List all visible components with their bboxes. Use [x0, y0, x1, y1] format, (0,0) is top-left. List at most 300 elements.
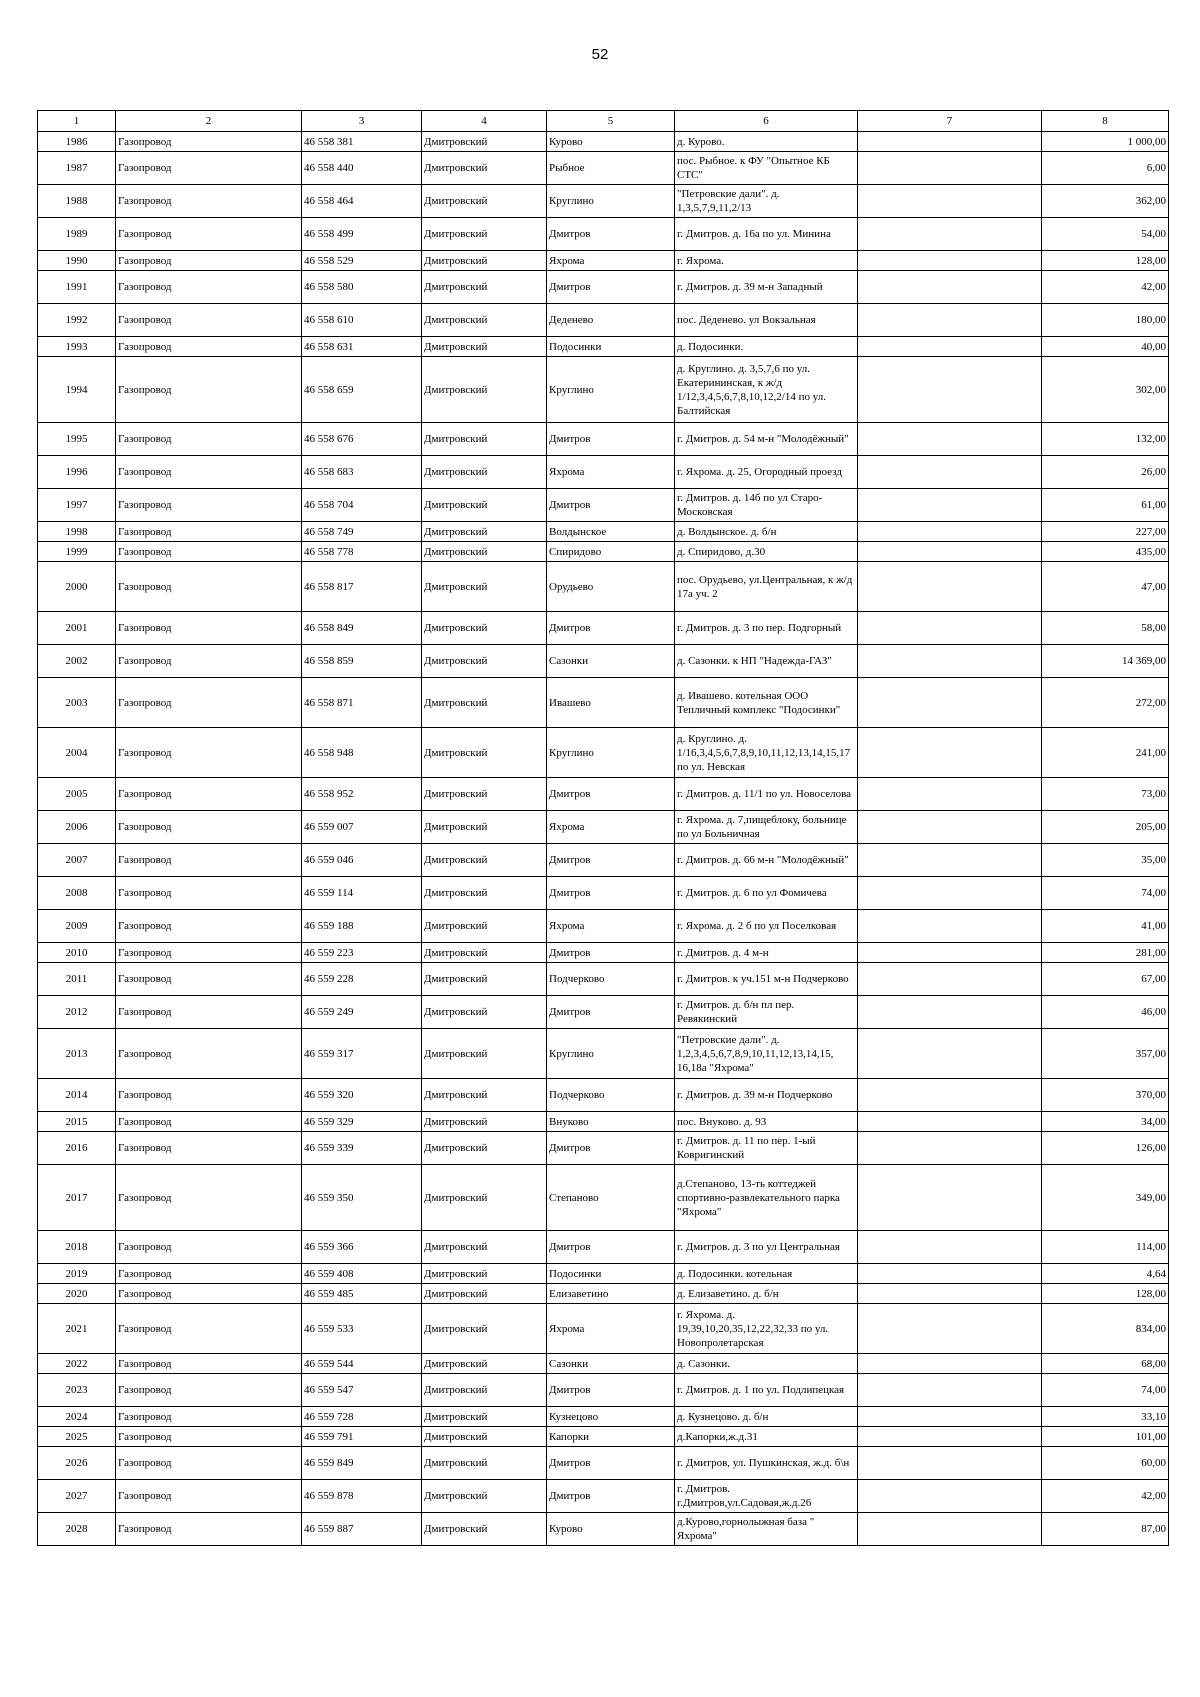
- note: [858, 910, 1042, 943]
- object-type: Газопровод: [116, 963, 302, 996]
- table-row: [38, 132, 1169, 152]
- note: [858, 943, 1042, 963]
- column-header-5: 5: [547, 111, 675, 132]
- note: [858, 357, 1042, 423]
- object-type: Газопровод: [116, 645, 302, 678]
- table-row: [38, 271, 1169, 304]
- district: Дмитровский: [422, 1231, 547, 1264]
- settlement: Внуково: [547, 1112, 675, 1132]
- settlement: Кузнецово: [547, 1407, 675, 1427]
- row-number: 2005: [38, 778, 116, 811]
- settlement: Дмитров: [547, 1480, 675, 1513]
- settlement: Дмитров: [547, 1231, 675, 1264]
- object-type: Газопровод: [116, 456, 302, 489]
- oktmo-code: 46 558 683: [302, 456, 422, 489]
- settlement: Дмитров: [547, 778, 675, 811]
- length-value: 132,00: [1042, 423, 1169, 456]
- length-value: 46,00: [1042, 996, 1169, 1029]
- oktmo-code: 46 559 366: [302, 1231, 422, 1264]
- row-number: 2011: [38, 963, 116, 996]
- table-row: [38, 489, 1169, 522]
- table-row: [38, 185, 1169, 218]
- object-type: Газопровод: [116, 1407, 302, 1427]
- row-number: 2028: [38, 1513, 116, 1546]
- length-value: 54,00: [1042, 218, 1169, 251]
- oktmo-code: 46 558 849: [302, 612, 422, 645]
- length-value: 74,00: [1042, 877, 1169, 910]
- address: д.Капорки,ж.д.31: [675, 1427, 858, 1447]
- column-header-3: 3: [302, 111, 422, 132]
- object-type: Газопровод: [116, 1304, 302, 1354]
- column-header-6: 6: [675, 111, 858, 132]
- note: [858, 963, 1042, 996]
- row-number: 2002: [38, 645, 116, 678]
- district: Дмитровский: [422, 1029, 547, 1079]
- oktmo-code: 46 558 778: [302, 542, 422, 562]
- note: [858, 304, 1042, 337]
- district: Дмитровский: [422, 1284, 547, 1304]
- settlement: Дмитров: [547, 996, 675, 1029]
- settlement: Дмитров: [547, 1374, 675, 1407]
- district: Дмитровский: [422, 996, 547, 1029]
- table-row: [38, 1165, 1169, 1231]
- table-row: [38, 678, 1169, 728]
- oktmo-code: 46 558 499: [302, 218, 422, 251]
- address: г. Дмитров. д. 1 по ул. Подлипецкая: [675, 1374, 858, 1407]
- note: [858, 1264, 1042, 1284]
- table-row: [38, 1029, 1169, 1079]
- table-row: [38, 337, 1169, 357]
- district: Дмитровский: [422, 645, 547, 678]
- object-type: Газопровод: [116, 271, 302, 304]
- oktmo-code: 46 558 749: [302, 522, 422, 542]
- object-type: Газопровод: [116, 844, 302, 877]
- district: Дмитровский: [422, 1132, 547, 1165]
- table-row: [38, 522, 1169, 542]
- length-value: 205,00: [1042, 811, 1169, 844]
- length-value: 834,00: [1042, 1304, 1169, 1354]
- column-header-8: 8: [1042, 111, 1169, 132]
- length-value: 47,00: [1042, 562, 1169, 612]
- table-row: [38, 152, 1169, 185]
- length-value: 101,00: [1042, 1427, 1169, 1447]
- district: Дмитровский: [422, 304, 547, 337]
- oktmo-code: 46 559 223: [302, 943, 422, 963]
- object-type: Газопровод: [116, 152, 302, 185]
- table-row: [38, 963, 1169, 996]
- row-number: 2012: [38, 996, 116, 1029]
- settlement: Курово: [547, 1513, 675, 1546]
- page-number: 52: [591, 46, 609, 63]
- settlement: Елизаветино: [547, 1284, 675, 1304]
- object-type: Газопровод: [116, 877, 302, 910]
- object-type: Газопровод: [116, 996, 302, 1029]
- settlement: Подосинки: [547, 1264, 675, 1284]
- note: [858, 1304, 1042, 1354]
- address: д. Курово.: [675, 132, 858, 152]
- address: г. Дмитров. д. 11/1 по ул. Новоселова: [675, 778, 858, 811]
- object-type: Газопровод: [116, 1165, 302, 1231]
- address: г. Дмитров. д. 39 м-н Подчерково: [675, 1079, 858, 1112]
- table-row: [38, 1231, 1169, 1264]
- table-row: [38, 1079, 1169, 1112]
- object-type: Газопровод: [116, 943, 302, 963]
- object-type: Газопровод: [116, 132, 302, 152]
- district: Дмитровский: [422, 778, 547, 811]
- district: Дмитровский: [422, 1447, 547, 1480]
- table-row: [38, 562, 1169, 612]
- table-row: [38, 1354, 1169, 1374]
- district: Дмитровский: [422, 612, 547, 645]
- address: д. Подосинки.: [675, 337, 858, 357]
- length-value: 6,00: [1042, 152, 1169, 185]
- oktmo-code: 46 559 408: [302, 1264, 422, 1284]
- length-value: 128,00: [1042, 251, 1169, 271]
- table-row: [38, 218, 1169, 251]
- district: Дмитровский: [422, 1427, 547, 1447]
- table-row: [38, 877, 1169, 910]
- row-number: 1992: [38, 304, 116, 337]
- settlement: Дмитров: [547, 1447, 675, 1480]
- row-number: 1988: [38, 185, 116, 218]
- note: [858, 1407, 1042, 1427]
- settlement: Подчерково: [547, 963, 675, 996]
- note: [858, 678, 1042, 728]
- settlement: Подчерково: [547, 1079, 675, 1112]
- oktmo-code: 46 559 046: [302, 844, 422, 877]
- table-row: [38, 943, 1169, 963]
- table-row: [38, 1284, 1169, 1304]
- table-row: [38, 542, 1169, 562]
- note: [858, 877, 1042, 910]
- table-row: [38, 1447, 1169, 1480]
- object-type: Газопровод: [116, 562, 302, 612]
- object-type: Газопровод: [116, 1264, 302, 1284]
- note: [858, 1029, 1042, 1079]
- object-type: Газопровод: [116, 1029, 302, 1079]
- address: г. Дмитров. д. 6 по ул Фомичева: [675, 877, 858, 910]
- settlement: Круглино: [547, 728, 675, 778]
- object-type: Газопровод: [116, 423, 302, 456]
- settlement: Капорки: [547, 1427, 675, 1447]
- row-number: 2020: [38, 1284, 116, 1304]
- row-number: 1995: [38, 423, 116, 456]
- district: Дмитровский: [422, 185, 547, 218]
- district: Дмитровский: [422, 877, 547, 910]
- district: Дмитровский: [422, 910, 547, 943]
- address: г. Яхрома.: [675, 251, 858, 271]
- note: [858, 844, 1042, 877]
- district: Дмитровский: [422, 844, 547, 877]
- row-number: 1999: [38, 542, 116, 562]
- address: г. Дмитров. д. 66 м-н "Молодёжный": [675, 844, 858, 877]
- object-type: Газопровод: [116, 1480, 302, 1513]
- settlement: Яхрома: [547, 251, 675, 271]
- address: г. Дмитров. д. 4 м-н: [675, 943, 858, 963]
- object-type: Газопровод: [116, 728, 302, 778]
- settlement: Яхрома: [547, 1304, 675, 1354]
- object-type: Газопровод: [116, 357, 302, 423]
- row-number: 1987: [38, 152, 116, 185]
- oktmo-code: 46 559 249: [302, 996, 422, 1029]
- oktmo-code: 46 558 676: [302, 423, 422, 456]
- address: пос. Рыбное. к ФУ "Опытное КБ СТС": [675, 152, 858, 185]
- settlement: Круглино: [547, 185, 675, 218]
- note: [858, 996, 1042, 1029]
- settlement: Дмитров: [547, 612, 675, 645]
- length-value: 362,00: [1042, 185, 1169, 218]
- length-value: 14 369,00: [1042, 645, 1169, 678]
- settlement: Дмитров: [547, 423, 675, 456]
- oktmo-code: 46 558 704: [302, 489, 422, 522]
- table-row: [38, 1112, 1169, 1132]
- district: Дмитровский: [422, 251, 547, 271]
- settlement: Сазонки: [547, 1354, 675, 1374]
- district: Дмитровский: [422, 218, 547, 251]
- object-type: Газопровод: [116, 1284, 302, 1304]
- header-row: [38, 111, 1169, 132]
- district: Дмитровский: [422, 943, 547, 963]
- address: г. Дмитров. д. 3 по пер. Подгорный: [675, 612, 858, 645]
- oktmo-code: 46 558 952: [302, 778, 422, 811]
- object-type: Газопровод: [116, 1231, 302, 1264]
- note: [858, 423, 1042, 456]
- district: Дмитровский: [422, 1374, 547, 1407]
- address: г. Дмитров. г.Дмитров,ул.Садовая,ж.д.26: [675, 1480, 858, 1513]
- oktmo-code: 46 558 817: [302, 562, 422, 612]
- column-header-2: 2: [116, 111, 302, 132]
- note: [858, 1374, 1042, 1407]
- note: [858, 1079, 1042, 1112]
- address: д. Спиридово, д.30: [675, 542, 858, 562]
- note: [858, 1447, 1042, 1480]
- oktmo-code: 46 558 659: [302, 357, 422, 423]
- oktmo-code: 46 559 878: [302, 1480, 422, 1513]
- length-value: 281,00: [1042, 943, 1169, 963]
- oktmo-code: 46 559 887: [302, 1513, 422, 1546]
- length-value: 357,00: [1042, 1029, 1169, 1079]
- address: д. Подосинки. котельная: [675, 1264, 858, 1284]
- district: Дмитровский: [422, 1264, 547, 1284]
- length-value: 34,00: [1042, 1112, 1169, 1132]
- length-value: 128,00: [1042, 1284, 1169, 1304]
- length-value: 4,64: [1042, 1264, 1169, 1284]
- length-value: 68,00: [1042, 1354, 1169, 1374]
- address: пос. Внуково. д. 93: [675, 1112, 858, 1132]
- table-row: [38, 996, 1169, 1029]
- table-row: [38, 304, 1169, 337]
- registry-table: [37, 110, 1169, 1546]
- address: г. Дмитров. д. 39 м-н Западный: [675, 271, 858, 304]
- settlement: Яхрома: [547, 811, 675, 844]
- oktmo-code: 46 559 350: [302, 1165, 422, 1231]
- oktmo-code: 46 558 859: [302, 645, 422, 678]
- address: д. Кузнецово. д. б/н: [675, 1407, 858, 1427]
- district: Дмитровский: [422, 1304, 547, 1354]
- settlement: Ивашево: [547, 678, 675, 728]
- note: [858, 562, 1042, 612]
- row-number: 2019: [38, 1264, 116, 1284]
- settlement: Подосинки: [547, 337, 675, 357]
- note: [858, 251, 1042, 271]
- note: [858, 1354, 1042, 1374]
- row-number: 2007: [38, 844, 116, 877]
- oktmo-code: 46 558 529: [302, 251, 422, 271]
- row-number: 2017: [38, 1165, 116, 1231]
- note: [858, 728, 1042, 778]
- address: д. Ивашево. котельная ООО Тепличный комплекс "Подосинки": [675, 678, 858, 728]
- address: г. Дмитров, ул. Пушкинская, ж.д. б\н: [675, 1447, 858, 1480]
- address: д. Круглино. д. 1/16,3,4,5,6,7,8,9,10,11,12,13,14,15,17 по ул. Невская: [675, 728, 858, 778]
- note: [858, 489, 1042, 522]
- length-value: 33,10: [1042, 1407, 1169, 1427]
- settlement: Рыбное: [547, 152, 675, 185]
- table-row: [38, 1427, 1169, 1447]
- oktmo-code: 46 559 544: [302, 1354, 422, 1374]
- table-row: [38, 1374, 1169, 1407]
- length-value: 272,00: [1042, 678, 1169, 728]
- object-type: Газопровод: [116, 1132, 302, 1165]
- table-row: [38, 728, 1169, 778]
- settlement: Курово: [547, 132, 675, 152]
- settlement: Орудьево: [547, 562, 675, 612]
- table-row: [38, 1304, 1169, 1354]
- object-type: Газопровод: [116, 1427, 302, 1447]
- settlement: Степаново: [547, 1165, 675, 1231]
- note: [858, 456, 1042, 489]
- oktmo-code: 46 558 610: [302, 304, 422, 337]
- length-value: 241,00: [1042, 728, 1169, 778]
- settlement: Дмитров: [547, 943, 675, 963]
- object-type: Газопровод: [116, 1374, 302, 1407]
- note: [858, 778, 1042, 811]
- object-type: Газопровод: [116, 337, 302, 357]
- note: [858, 152, 1042, 185]
- table-row: [38, 1513, 1169, 1546]
- object-type: Газопровод: [116, 251, 302, 271]
- district: Дмитровский: [422, 1407, 547, 1427]
- object-type: Газопровод: [116, 811, 302, 844]
- object-type: Газопровод: [116, 304, 302, 337]
- address: д. Волдынское. д. б/н: [675, 522, 858, 542]
- row-number: 2027: [38, 1480, 116, 1513]
- note: [858, 337, 1042, 357]
- note: [858, 645, 1042, 678]
- length-value: 87,00: [1042, 1513, 1169, 1546]
- note: [858, 1427, 1042, 1447]
- oktmo-code: 46 559 791: [302, 1427, 422, 1447]
- row-number: 1997: [38, 489, 116, 522]
- column-header-1: 1: [38, 111, 116, 132]
- address: г. Яхрома. д. 7,пищеблоку, больнице по ул Больничная: [675, 811, 858, 844]
- address: "Петровские дали". д. 1,3,5,7,9,11,2/13: [675, 185, 858, 218]
- district: Дмитровский: [422, 1079, 547, 1112]
- row-number: 1994: [38, 357, 116, 423]
- oktmo-code: 46 559 547: [302, 1374, 422, 1407]
- oktmo-code: 46 559 533: [302, 1304, 422, 1354]
- oktmo-code: 46 559 007: [302, 811, 422, 844]
- address: г. Яхрома. д. 2 б по ул Поселковая: [675, 910, 858, 943]
- note: [858, 1165, 1042, 1231]
- table-row: [38, 357, 1169, 423]
- note: [858, 185, 1042, 218]
- settlement: Волдынское: [547, 522, 675, 542]
- district: Дмитровский: [422, 423, 547, 456]
- object-type: Газопровод: [116, 489, 302, 522]
- length-value: 370,00: [1042, 1079, 1169, 1112]
- settlement: Дмитров: [547, 1132, 675, 1165]
- address: пос. Деденево. ул Вокзальная: [675, 304, 858, 337]
- note: [858, 811, 1042, 844]
- district: Дмитровский: [422, 562, 547, 612]
- row-number: 2010: [38, 943, 116, 963]
- row-number: 2018: [38, 1231, 116, 1264]
- object-type: Газопровод: [116, 612, 302, 645]
- row-number: 2014: [38, 1079, 116, 1112]
- oktmo-code: 46 559 329: [302, 1112, 422, 1132]
- address: д. Елизаветино. д. б/н: [675, 1284, 858, 1304]
- oktmo-code: 46 558 580: [302, 271, 422, 304]
- length-value: 126,00: [1042, 1132, 1169, 1165]
- settlement: Дмитров: [547, 271, 675, 304]
- row-number: 2024: [38, 1407, 116, 1427]
- note: [858, 1513, 1042, 1546]
- settlement: Круглино: [547, 1029, 675, 1079]
- length-value: 180,00: [1042, 304, 1169, 337]
- row-number: 1989: [38, 218, 116, 251]
- row-number: 1986: [38, 132, 116, 152]
- row-number: 2021: [38, 1304, 116, 1354]
- address: г. Дмитров. д. б/н пл пер. Ревякинский: [675, 996, 858, 1029]
- table-row: [38, 456, 1169, 489]
- object-type: Газопровод: [116, 1513, 302, 1546]
- district: Дмитровский: [422, 152, 547, 185]
- note: [858, 1284, 1042, 1304]
- oktmo-code: 46 559 320: [302, 1079, 422, 1112]
- district: Дмитровский: [422, 337, 547, 357]
- address: д.Курово,горнолыжная база " Яхрома": [675, 1513, 858, 1546]
- oktmo-code: 46 559 317: [302, 1029, 422, 1079]
- table-row: [38, 612, 1169, 645]
- district: Дмитровский: [422, 132, 547, 152]
- length-value: 40,00: [1042, 337, 1169, 357]
- oktmo-code: 46 559 728: [302, 1407, 422, 1427]
- row-number: 1990: [38, 251, 116, 271]
- length-value: 227,00: [1042, 522, 1169, 542]
- row-number: 2023: [38, 1374, 116, 1407]
- row-number: 2025: [38, 1427, 116, 1447]
- object-type: Газопровод: [116, 1447, 302, 1480]
- note: [858, 612, 1042, 645]
- settlement: Спиридово: [547, 542, 675, 562]
- row-number: 2009: [38, 910, 116, 943]
- length-value: 114,00: [1042, 1231, 1169, 1264]
- district: Дмитровский: [422, 357, 547, 423]
- length-value: 349,00: [1042, 1165, 1169, 1231]
- length-value: 42,00: [1042, 271, 1169, 304]
- settlement: Дмитров: [547, 218, 675, 251]
- settlement: Круглино: [547, 357, 675, 423]
- address: г. Дмитров. д. 3 по ул Центральная: [675, 1231, 858, 1264]
- length-value: 60,00: [1042, 1447, 1169, 1480]
- settlement: Дмитров: [547, 844, 675, 877]
- length-value: 41,00: [1042, 910, 1169, 943]
- settlement: Деденево: [547, 304, 675, 337]
- district: Дмитровский: [422, 1480, 547, 1513]
- oktmo-code: 46 558 631: [302, 337, 422, 357]
- column-header-7: 7: [858, 111, 1042, 132]
- length-value: 35,00: [1042, 844, 1169, 877]
